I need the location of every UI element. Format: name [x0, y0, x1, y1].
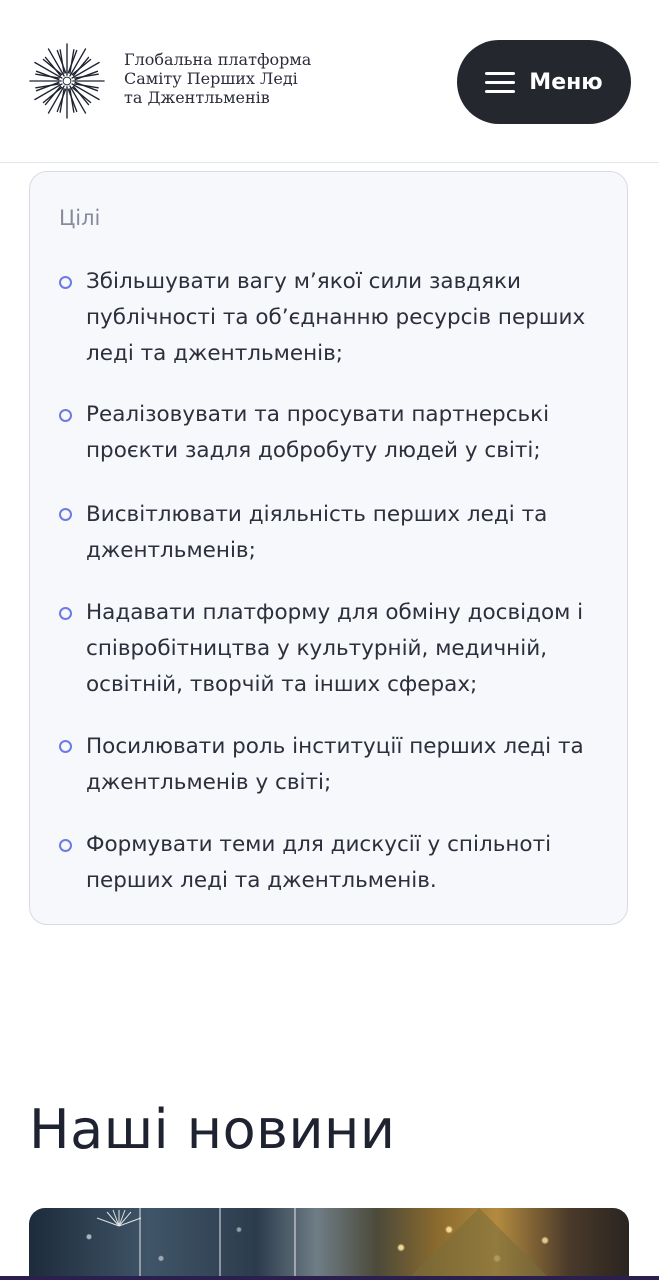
goal-item-4: Надавати платформу для обміну досвідом і співробітництва у культурній, медичній, освітній, творчій та інших сферах; [86, 600, 584, 697]
goals-title: Цілі [59, 206, 101, 230]
starburst-watermark-icon [89, 1208, 149, 1228]
news-section-title: Наші новини [29, 1098, 396, 1161]
bullet-icon [59, 839, 72, 852]
goal-item-3: Висвітлювати діяльність перших леді та джентльменів; [86, 502, 548, 563]
goal-item-5: Посилювати роль інституції перших леді та джентльменів у світі; [86, 734, 584, 795]
goals-card [29, 171, 628, 925]
window-frame [294, 1208, 296, 1280]
goal-item-6: Формувати теми для дискусії у спільноті перших леді та джентльменів. [86, 832, 552, 893]
platform-name-line-3: та Джентльменів [124, 88, 270, 107]
site-header [0, 0, 659, 163]
bullet-icon [59, 276, 72, 289]
menu-button-label: Меню [529, 69, 603, 95]
goal-item-2: Реалізовувати та просувати партнерські проєкти задля добробуту людей у світі; [86, 402, 550, 463]
platform-name[interactable] [124, 50, 354, 107]
bottom-bar [0, 1276, 659, 1280]
window-frame [219, 1208, 221, 1280]
goal-item-1: Збільшувати вагу м’якої сили завдяки публічності та об’єднанню ресурсів перших леді та джентльменів; [86, 269, 586, 366]
platform-name-line-2: Саміту Перших Леді [124, 69, 298, 88]
bullet-icon [59, 740, 72, 753]
starburst-logo-icon[interactable] [28, 42, 106, 120]
bullet-icon [59, 508, 72, 521]
news-card-image[interactable] [29, 1208, 629, 1280]
bullet-icon [59, 607, 72, 620]
hamburger-icon [485, 72, 515, 92]
bullet-icon [59, 409, 72, 422]
christmas-tree [389, 1208, 569, 1280]
platform-name-line-1: Глобальна платформа [124, 50, 312, 69]
menu-button[interactable] [457, 40, 631, 124]
